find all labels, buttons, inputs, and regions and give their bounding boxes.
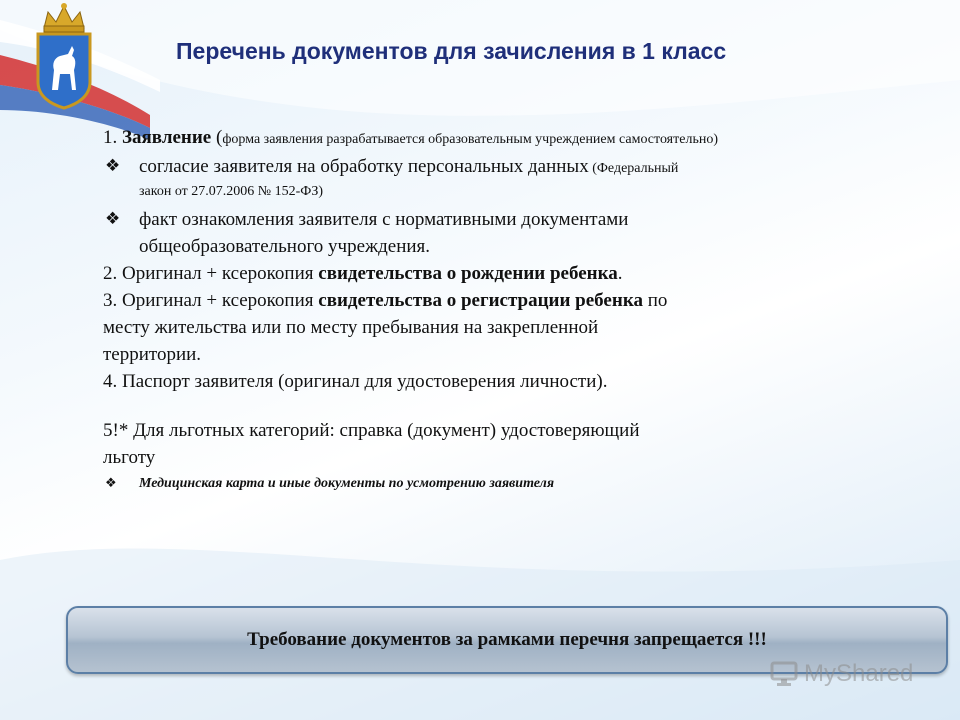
item-number: 1. [103, 127, 122, 148]
sub-item-consent [103, 153, 913, 202]
sub-item-acquaintance [103, 206, 913, 260]
sub-item-note-line2: закон от 27.07.2006 № 152-ФЗ) [139, 184, 324, 199]
list-item-application [103, 124, 913, 153]
item-line1: 5!* Для льготных категорий: справка (документ) удостоверяющий [103, 420, 640, 441]
item-line2: льготу [103, 447, 156, 468]
page-title: Перечень документов для зачисления в 1 класс [176, 38, 727, 64]
item-suffix: . [617, 263, 623, 284]
diamond-bullet-icon: ❖ [105, 209, 121, 229]
item-bold: свидетельства о регистрации ребенка [318, 290, 643, 311]
monitor-logo-icon [770, 661, 798, 687]
list-item-passport: 4. Паспорт заявителя (оригинал для удостоверения личности). [103, 371, 608, 392]
item-note: форма заявления разрабатывается образовательным учреждением самостоятельно) [222, 132, 718, 147]
item-label: Заявление [122, 127, 212, 148]
sub-item-text: согласие заявителя на обработку персональных данных [139, 156, 589, 177]
watermark-text: MyShared [804, 660, 914, 687]
item-suffix: по [642, 290, 668, 311]
sub-item-line2: общеобразовательного учреждения. [139, 236, 431, 257]
list-item-birth-certificate [103, 260, 913, 287]
sub-item-medical-card [103, 473, 913, 495]
sub-item-line1: факт ознакомления заявителя с нормативными документами [139, 209, 629, 230]
item-bold: свидетельства о рождении ребенка [318, 263, 618, 284]
list-item-registration [103, 287, 913, 368]
diamond-bullet-icon: ❖ [105, 476, 117, 491]
item-line3: территории. [103, 344, 202, 365]
sub-item-note: (Федеральный [588, 161, 679, 176]
item-line2: месту жительства или по месту пребывания на закрепленной [103, 317, 599, 338]
sub-item-text: Медицинская карта и иные документы по усмотрению заявителя [139, 476, 555, 491]
emblem-icon [30, 0, 98, 112]
list-item-benefits [103, 417, 913, 471]
note-paren: ( [211, 127, 223, 148]
item-prefix: 2. Оригинал + ксерокопия [103, 263, 319, 284]
banner-text: Требование документов за рамками перечня запрещается !!! [247, 629, 767, 650]
document-list [103, 124, 913, 495]
diamond-bullet-icon: ❖ [105, 156, 121, 176]
watermark [770, 660, 913, 688]
item-prefix: 3. Оригинал + ксерокопия [103, 290, 319, 311]
